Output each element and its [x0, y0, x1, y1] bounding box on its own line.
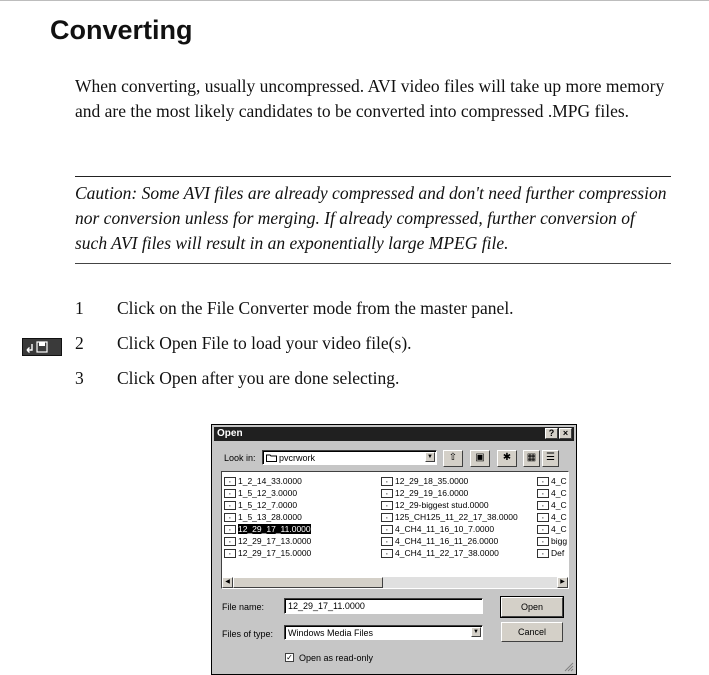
file-name-value: 12_29_17_11.0000	[288, 601, 365, 611]
scroll-left-icon[interactable]: ◀	[222, 577, 233, 588]
file-name: 4_C	[551, 512, 567, 522]
media-file-icon: ▪	[537, 537, 549, 546]
list-view-button[interactable]	[523, 450, 540, 467]
file-name: 4_C	[551, 500, 567, 510]
media-file-icon: ▪	[537, 477, 549, 486]
files-of-type-value: Windows Media Files	[288, 628, 374, 638]
file-name: Def	[551, 548, 565, 558]
media-file-icon: ▪	[224, 501, 236, 510]
file-name: 4_C	[551, 524, 567, 534]
new-folder-icon: ✱	[502, 452, 512, 463]
file-name: 125_CH125_11_22_17_38.0000	[395, 512, 518, 522]
desktop-button[interactable]	[470, 450, 490, 467]
file-name: 4_C	[551, 488, 567, 498]
read-only-checkbox[interactable]: ✓	[286, 653, 293, 662]
step-text: Click Open File to load your video file(s).	[117, 333, 412, 353]
open-button[interactable]: Open	[501, 597, 563, 617]
new-folder-button[interactable]	[497, 450, 517, 467]
file-name-label: File name:	[222, 602, 265, 612]
details-view-icon: ☰	[546, 452, 555, 463]
scrollbar-thumb[interactable]	[233, 577, 383, 588]
file-name: 12_29_19_16.0000	[395, 488, 469, 498]
up-folder-button[interactable]	[443, 450, 463, 467]
media-file-icon: ▪	[224, 549, 236, 558]
file-name: 12_29_17_13.0000	[238, 536, 312, 546]
media-file-icon: ▪	[381, 549, 393, 558]
media-file-icon: ▪	[224, 489, 236, 498]
section-heading: Converting	[50, 15, 193, 45]
file-name: 1_5_13_28.0000	[238, 512, 302, 522]
media-file-icon: ▪	[381, 501, 393, 510]
file-list[interactable]	[221, 471, 569, 589]
media-file-icon: ▪	[224, 525, 236, 534]
up-folder-icon: ⇧	[448, 452, 458, 463]
media-file-icon: ▪	[381, 525, 393, 534]
file-name: 4_CH4_11_16_10_7.0000	[395, 524, 495, 534]
file-name: 4_CH4_11_16_11_26.0000	[395, 536, 499, 546]
file-name: 1_2_14_33.0000	[238, 476, 302, 486]
dialog-titlebar	[214, 427, 574, 441]
horizontal-scrollbar[interactable]	[222, 577, 568, 588]
media-file-icon: ▪	[537, 513, 549, 522]
top-rule	[0, 0, 709, 1]
look-in-combo[interactable]	[262, 450, 437, 465]
file-name: 1_5_12_7.0000	[238, 500, 298, 510]
file-name: 12_29_17_15.0000	[238, 548, 312, 558]
dialog-title: Open	[217, 428, 243, 439]
file-name: bigg	[551, 536, 568, 546]
media-file-icon: ▪	[537, 489, 549, 498]
step-text: Click Open after you are done selecting.	[117, 368, 400, 388]
step-number: 3	[75, 368, 84, 388]
caution-box	[75, 176, 671, 264]
step-number: 1	[75, 298, 84, 318]
open-file-icon	[22, 338, 62, 356]
files-of-type-label: Files of type:	[222, 629, 274, 639]
details-view-button[interactable]	[542, 450, 559, 467]
media-file-icon: ▪	[224, 537, 236, 546]
scroll-right-icon[interactable]: ▶	[557, 577, 568, 588]
help-button[interactable]: ?	[545, 428, 558, 439]
files-of-type-combo[interactable]	[284, 625, 483, 640]
file-name: 12_29_18_35.0000	[395, 476, 469, 486]
file-name: 1_5_12_3.0000	[238, 488, 298, 498]
caution-text: Caution: Some AVI files are already compressed and don't need further compression nor conversion unless for merging. If already compressed, further conversion of such AVI files will result in an exponentially large MPEG file.	[75, 183, 667, 253]
chevron-down-icon[interactable]: ▼	[425, 452, 435, 462]
file-name-input[interactable]	[284, 598, 483, 614]
resize-grip-icon[interactable]	[564, 662, 574, 672]
file-name: 12_29-biggest stud.0000	[395, 500, 489, 510]
folder-icon	[266, 453, 277, 462]
media-file-icon: ▪	[224, 513, 236, 522]
close-button[interactable]: ×	[559, 428, 572, 439]
look-in-value: pvcrwork	[279, 453, 316, 463]
media-file-icon: ▪	[537, 525, 549, 534]
file-name: 12_29_17_11.0000	[238, 524, 311, 534]
file-name: 4_C	[551, 476, 567, 486]
chevron-down-icon[interactable]: ▼	[471, 627, 481, 637]
desktop-icon: ▣	[475, 452, 485, 463]
look-in-label: Look in:	[224, 453, 256, 463]
cancel-button[interactable]: Cancel	[501, 622, 563, 642]
media-file-icon: ▪	[381, 513, 393, 522]
media-file-icon: ▪	[224, 477, 236, 486]
list-view-icon: ▦	[526, 452, 537, 463]
media-file-icon: ▪	[537, 549, 549, 558]
step-text: Click on the File Converter mode from the master panel.	[117, 298, 514, 318]
media-file-icon: ▪	[381, 537, 393, 546]
file-name: 4_CH4_11_22_17_38.0000	[395, 548, 499, 558]
media-file-icon: ▪	[537, 501, 549, 510]
media-file-icon: ▪	[381, 489, 393, 498]
read-only-label: Open as read-only	[299, 653, 374, 663]
intro-paragraph: When converting, usually uncompressed. AVI video files will take up more memory and are the most likely candidates to be converted into compressed .MPG files.	[75, 76, 665, 121]
open-dialog	[211, 424, 577, 675]
media-file-icon: ▪	[381, 477, 393, 486]
step-number: 2	[75, 333, 84, 353]
